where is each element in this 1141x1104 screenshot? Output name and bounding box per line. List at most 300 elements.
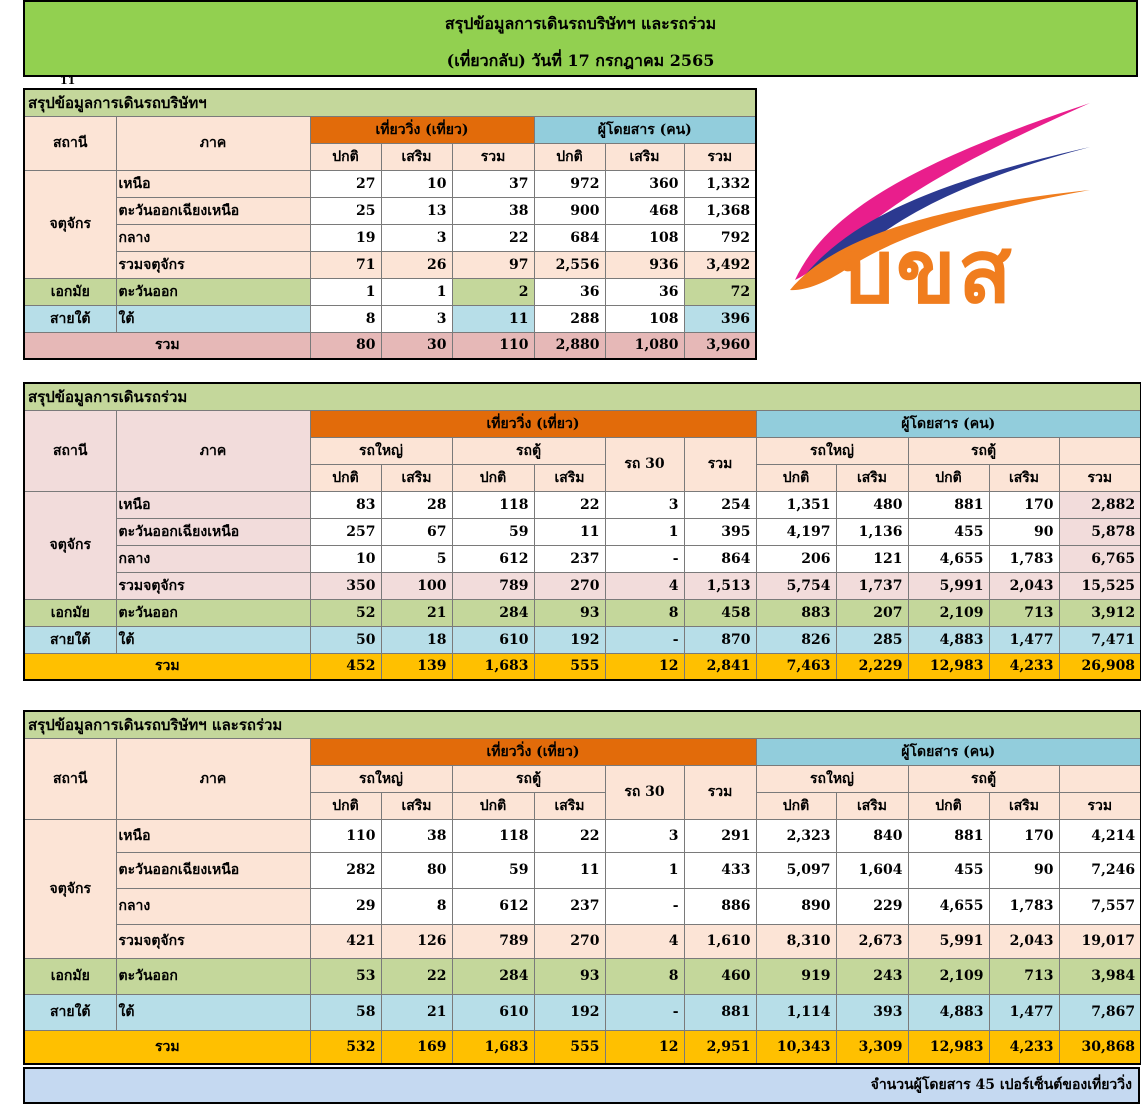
data-cell: 110 bbox=[452, 332, 534, 359]
extra-col-header: เสริม bbox=[534, 464, 605, 491]
total-row bbox=[24, 653, 1141, 680]
region-cell: เหนือ bbox=[116, 819, 310, 852]
table-row bbox=[24, 572, 1141, 599]
data-cell: 3,984 bbox=[1059, 958, 1141, 994]
table-row bbox=[24, 197, 756, 224]
van-header: รถตู้ bbox=[908, 437, 1059, 464]
data-cell: 1,351 bbox=[756, 491, 836, 518]
data-cell: 4,655 bbox=[908, 888, 989, 924]
extra-col-header: เสริม bbox=[381, 792, 452, 819]
data-cell: 243 bbox=[836, 958, 908, 994]
data-cell: 26 bbox=[381, 251, 452, 278]
data-cell: 350 bbox=[310, 572, 381, 599]
data-cell: 881 bbox=[684, 994, 756, 1030]
data-cell: 36 bbox=[605, 278, 684, 305]
data-cell: 395 bbox=[684, 518, 756, 545]
station-cell: จตุจักร bbox=[24, 170, 116, 278]
data-cell: 883 bbox=[756, 599, 836, 626]
data-cell: 36 bbox=[534, 278, 605, 305]
data-cell: 288 bbox=[534, 305, 605, 332]
region-cell: ตะวันออกเฉียงเหนือ bbox=[116, 852, 310, 888]
empty-header-cell bbox=[1059, 437, 1141, 464]
data-cell: 1 bbox=[605, 852, 684, 888]
data-cell: 18 bbox=[381, 626, 452, 653]
total-col-header: รวม bbox=[1059, 792, 1141, 819]
data-cell: 2,951 bbox=[684, 1030, 756, 1064]
company-operations-table bbox=[23, 88, 757, 360]
data-cell: 7,463 bbox=[756, 653, 836, 680]
data-cell: 11 bbox=[452, 305, 534, 332]
empty-header-cell bbox=[1059, 765, 1141, 792]
data-cell: 118 bbox=[452, 491, 534, 518]
page-subtitle: (เที่ยวกลับ) วันที่ 17 กรกฎาคม 2565 bbox=[446, 51, 715, 70]
data-cell: 28 bbox=[381, 491, 452, 518]
station-cell: เอกมัย bbox=[24, 599, 116, 626]
data-cell: 80 bbox=[381, 852, 452, 888]
data-cell: 6,765 bbox=[1059, 545, 1141, 572]
data-cell: 58 bbox=[310, 994, 381, 1030]
region-cell: ตะวันออก bbox=[116, 599, 310, 626]
station-col-header: สถานี bbox=[24, 116, 116, 170]
data-cell: 192 bbox=[534, 994, 605, 1030]
van-header: รถตู้ bbox=[908, 765, 1059, 792]
data-cell: 455 bbox=[908, 852, 989, 888]
data-cell: 1 bbox=[310, 278, 381, 305]
data-cell: 468 bbox=[605, 197, 684, 224]
data-cell: 881 bbox=[908, 491, 989, 518]
data-cell: 7,557 bbox=[1059, 888, 1141, 924]
normal-col-header: ปกติ bbox=[310, 464, 381, 491]
data-cell: 4,883 bbox=[908, 626, 989, 653]
data-cell: 919 bbox=[756, 958, 836, 994]
data-cell: 532 bbox=[310, 1030, 381, 1064]
data-cell: 360 bbox=[605, 170, 684, 197]
station-cell: สายใต้ bbox=[24, 626, 116, 653]
data-cell: 2,556 bbox=[534, 251, 605, 278]
region-cell: กลาง bbox=[116, 224, 310, 251]
table-row bbox=[24, 924, 1141, 958]
region-col-header: ภาค bbox=[116, 738, 310, 819]
table-row bbox=[24, 251, 756, 278]
normal-col-header: ปกติ bbox=[452, 792, 534, 819]
data-cell: 5,991 bbox=[908, 924, 989, 958]
total-col-header: รวม bbox=[684, 143, 756, 170]
normal-col-header: ปกติ bbox=[908, 792, 989, 819]
data-cell: 789 bbox=[452, 924, 534, 958]
table-header: สรุปข้อมูลการเดินรถบริษัทฯ และรถร่วม bbox=[24, 711, 1141, 738]
data-cell: 864 bbox=[684, 545, 756, 572]
data-cell: 67 bbox=[381, 518, 452, 545]
data-cell: 207 bbox=[836, 599, 908, 626]
big-bus-header: รถใหญ่ bbox=[756, 437, 908, 464]
data-cell: 7,471 bbox=[1059, 626, 1141, 653]
table-row bbox=[24, 545, 1141, 572]
data-cell: 2,109 bbox=[908, 599, 989, 626]
data-cell: 72 bbox=[684, 278, 756, 305]
bus30-header: รถ 30 bbox=[605, 437, 684, 491]
data-cell: 3 bbox=[605, 491, 684, 518]
data-cell: 1,737 bbox=[836, 572, 908, 599]
extra-col-header: เสริม bbox=[381, 143, 452, 170]
data-cell: 792 bbox=[684, 224, 756, 251]
table-row bbox=[24, 491, 1141, 518]
data-cell: 21 bbox=[381, 599, 452, 626]
normal-col-header: ปกติ bbox=[756, 792, 836, 819]
data-cell: 50 bbox=[310, 626, 381, 653]
normal-col-header: ปกติ bbox=[756, 464, 836, 491]
data-cell: 900 bbox=[534, 197, 605, 224]
data-cell: 8 bbox=[605, 599, 684, 626]
data-cell: - bbox=[605, 545, 684, 572]
data-cell: - bbox=[605, 888, 684, 924]
data-cell: 8 bbox=[310, 305, 381, 332]
data-cell: 270 bbox=[534, 572, 605, 599]
table-row bbox=[24, 626, 1141, 653]
data-cell: 254 bbox=[684, 491, 756, 518]
data-cell: 3,492 bbox=[684, 251, 756, 278]
region-cell: ใต้ bbox=[116, 305, 310, 332]
table-row bbox=[24, 170, 756, 197]
data-cell: 80 bbox=[310, 332, 381, 359]
big-bus-header: รถใหญ่ bbox=[310, 765, 452, 792]
data-cell: 452 bbox=[310, 653, 381, 680]
data-cell: 284 bbox=[452, 599, 534, 626]
data-cell: 7,867 bbox=[1059, 994, 1141, 1030]
data-cell: 126 bbox=[381, 924, 452, 958]
data-cell: 2,323 bbox=[756, 819, 836, 852]
trips-group-header: เที่ยววิ่ง (เที่ยว) bbox=[310, 116, 534, 143]
data-cell: 4 bbox=[605, 924, 684, 958]
data-cell: 396 bbox=[684, 305, 756, 332]
data-cell: 612 bbox=[452, 888, 534, 924]
data-cell: 455 bbox=[908, 518, 989, 545]
region-cell: ตะวันออกเฉียงเหนือ bbox=[116, 518, 310, 545]
data-cell: 52 bbox=[310, 599, 381, 626]
trips-total-header: รวม bbox=[684, 437, 756, 491]
data-cell: 555 bbox=[534, 653, 605, 680]
table-row bbox=[24, 888, 1141, 924]
data-cell: 1,683 bbox=[452, 653, 534, 680]
trips-group-header: เที่ยววิ่ง (เที่ยว) bbox=[310, 738, 756, 765]
data-cell: 4,233 bbox=[989, 653, 1059, 680]
data-cell: 840 bbox=[836, 819, 908, 852]
region-col-header: ภาค bbox=[116, 410, 310, 491]
data-cell: 4,214 bbox=[1059, 819, 1141, 852]
data-cell: 93 bbox=[534, 958, 605, 994]
normal-col-header: ปกติ bbox=[310, 792, 381, 819]
data-cell: 90 bbox=[989, 852, 1059, 888]
data-cell: 1,332 bbox=[684, 170, 756, 197]
total-row bbox=[24, 1030, 1141, 1064]
data-cell: 3,309 bbox=[836, 1030, 908, 1064]
data-cell: 170 bbox=[989, 491, 1059, 518]
data-cell: 8 bbox=[605, 958, 684, 994]
data-cell: 13 bbox=[381, 197, 452, 224]
data-cell: 1,136 bbox=[836, 518, 908, 545]
data-cell: 59 bbox=[452, 518, 534, 545]
data-cell: 2,043 bbox=[989, 572, 1059, 599]
data-cell: 1,783 bbox=[989, 545, 1059, 572]
passengers-group-header: ผู้โดยสาร (คน) bbox=[756, 410, 1141, 437]
data-cell: 713 bbox=[989, 599, 1059, 626]
data-cell: 826 bbox=[756, 626, 836, 653]
table-row bbox=[24, 819, 1141, 852]
data-cell: 21 bbox=[381, 994, 452, 1030]
data-cell: 12,983 bbox=[908, 653, 989, 680]
data-cell: 1,368 bbox=[684, 197, 756, 224]
data-cell: 7,246 bbox=[1059, 852, 1141, 888]
data-cell: 118 bbox=[452, 819, 534, 852]
data-cell: 71 bbox=[310, 251, 381, 278]
data-cell: 53 bbox=[310, 958, 381, 994]
data-cell: 610 bbox=[452, 626, 534, 653]
data-cell: 4,883 bbox=[908, 994, 989, 1030]
table-row bbox=[24, 518, 1141, 545]
data-cell: 4,655 bbox=[908, 545, 989, 572]
data-cell: 38 bbox=[381, 819, 452, 852]
data-cell: 5,878 bbox=[1059, 518, 1141, 545]
region-cell: ตะวันออกเฉียงเหนือ bbox=[116, 197, 310, 224]
extra-col-header: เสริม bbox=[836, 464, 908, 491]
data-cell: 3 bbox=[381, 305, 452, 332]
data-cell: 4 bbox=[605, 572, 684, 599]
data-cell: 284 bbox=[452, 958, 534, 994]
data-cell: 11 bbox=[534, 518, 605, 545]
table-header: สรุปข้อมูลการเดินรถบริษัทฯ bbox=[24, 89, 756, 116]
data-cell: 229 bbox=[836, 888, 908, 924]
data-cell: 10,343 bbox=[756, 1030, 836, 1064]
total-row bbox=[24, 332, 756, 359]
data-cell: 5,754 bbox=[756, 572, 836, 599]
trips-total-header: รวม bbox=[684, 765, 756, 819]
data-cell: 8,310 bbox=[756, 924, 836, 958]
data-cell: 870 bbox=[684, 626, 756, 653]
normal-col-header: ปกติ bbox=[310, 143, 381, 170]
trips-group-header: เที่ยววิ่ง (เที่ยว) bbox=[310, 410, 756, 437]
data-cell: 22 bbox=[534, 819, 605, 852]
data-cell: 22 bbox=[534, 491, 605, 518]
data-cell: 3 bbox=[381, 224, 452, 251]
big-bus-header: รถใหญ่ bbox=[310, 437, 452, 464]
page-title-banner bbox=[23, 0, 1138, 77]
data-cell: 100 bbox=[381, 572, 452, 599]
extra-col-header: เสริม bbox=[381, 464, 452, 491]
data-cell: 257 bbox=[310, 518, 381, 545]
region-cell: รวมจตุจักร bbox=[116, 572, 310, 599]
data-cell: 2 bbox=[452, 278, 534, 305]
data-cell: 108 bbox=[605, 224, 684, 251]
table-row bbox=[24, 852, 1141, 888]
data-cell: 789 bbox=[452, 572, 534, 599]
data-cell: 12,983 bbox=[908, 1030, 989, 1064]
data-cell: 59 bbox=[452, 852, 534, 888]
page-title: สรุปข้อมูลการเดินรถบริษัทฯ และรถร่วม bbox=[444, 14, 717, 33]
data-cell: 1 bbox=[381, 278, 452, 305]
data-cell: 27 bbox=[310, 170, 381, 197]
total-label: รวม bbox=[24, 1030, 310, 1064]
region-cell: กลาง bbox=[116, 888, 310, 924]
logo-text: บขส bbox=[838, 220, 1014, 323]
region-col-header: ภาค bbox=[116, 116, 310, 170]
data-cell: 2,043 bbox=[989, 924, 1059, 958]
data-cell: 1,114 bbox=[756, 994, 836, 1030]
extra-col-header: เสริม bbox=[836, 792, 908, 819]
table-row bbox=[24, 958, 1141, 994]
data-cell: 890 bbox=[756, 888, 836, 924]
data-cell: 22 bbox=[381, 958, 452, 994]
data-cell: 612 bbox=[452, 545, 534, 572]
data-cell: 108 bbox=[605, 305, 684, 332]
data-cell: 3 bbox=[605, 819, 684, 852]
data-cell: 2,880 bbox=[534, 332, 605, 359]
data-cell: 2,109 bbox=[908, 958, 989, 994]
data-cell: 1,610 bbox=[684, 924, 756, 958]
station-cell: จตุจักร bbox=[24, 491, 116, 599]
region-cell: รวมจตุจักร bbox=[116, 924, 310, 958]
data-cell: 237 bbox=[534, 888, 605, 924]
data-cell: 2,882 bbox=[1059, 491, 1141, 518]
data-cell: 1,513 bbox=[684, 572, 756, 599]
data-cell: 4,233 bbox=[989, 1030, 1059, 1064]
data-cell: 90 bbox=[989, 518, 1059, 545]
table-row bbox=[24, 994, 1141, 1030]
data-cell: 26,908 bbox=[1059, 653, 1141, 680]
data-cell: 206 bbox=[756, 545, 836, 572]
data-cell: 1,783 bbox=[989, 888, 1059, 924]
data-cell: 12 bbox=[605, 1030, 684, 1064]
data-cell: 12 bbox=[605, 653, 684, 680]
station-cell: เอกมัย bbox=[24, 278, 116, 305]
data-cell: 25 bbox=[310, 197, 381, 224]
region-cell: เหนือ bbox=[116, 170, 310, 197]
data-cell: 393 bbox=[836, 994, 908, 1030]
combined-operations-table bbox=[23, 710, 1141, 1065]
data-cell: 192 bbox=[534, 626, 605, 653]
region-cell: ตะวันออก bbox=[116, 278, 310, 305]
data-cell: 37 bbox=[452, 170, 534, 197]
data-cell: 610 bbox=[452, 994, 534, 1030]
data-cell: 19,017 bbox=[1059, 924, 1141, 958]
bus30-header: รถ 30 bbox=[605, 765, 684, 819]
data-cell: 4,197 bbox=[756, 518, 836, 545]
extra-col-header: เสริม bbox=[989, 464, 1059, 491]
data-cell: 5 bbox=[381, 545, 452, 572]
total-col-header: รวม bbox=[1059, 464, 1141, 491]
data-cell: 886 bbox=[684, 888, 756, 924]
total-label: รวม bbox=[24, 332, 310, 359]
footer-note: จำนวนผู้โดยสาร 45 เปอร์เซ็นต์ของเที่ยววิ่ง bbox=[23, 1067, 1140, 1104]
data-cell: 11 bbox=[534, 852, 605, 888]
table-header: สรุปข้อมูลการเดินรถร่วม bbox=[24, 383, 1141, 410]
data-cell: 1,477 bbox=[989, 994, 1059, 1030]
van-header: รถตู้ bbox=[452, 437, 605, 464]
data-cell: 291 bbox=[684, 819, 756, 852]
extra-col-header: เสริม bbox=[534, 792, 605, 819]
data-cell: - bbox=[605, 626, 684, 653]
data-cell: 29 bbox=[310, 888, 381, 924]
data-cell: 972 bbox=[534, 170, 605, 197]
van-header: รถตู้ bbox=[452, 765, 605, 792]
data-cell: 8 bbox=[381, 888, 452, 924]
station-cell: สายใต้ bbox=[24, 994, 116, 1030]
data-cell: 2,229 bbox=[836, 653, 908, 680]
data-cell: 5,097 bbox=[756, 852, 836, 888]
data-cell: 1,683 bbox=[452, 1030, 534, 1064]
data-cell: 10 bbox=[381, 170, 452, 197]
data-cell: - bbox=[605, 994, 684, 1030]
data-cell: 270 bbox=[534, 924, 605, 958]
table-row bbox=[24, 224, 756, 251]
data-cell: 93 bbox=[534, 599, 605, 626]
data-cell: 1,477 bbox=[989, 626, 1059, 653]
data-cell: 110 bbox=[310, 819, 381, 852]
data-cell: 2,841 bbox=[684, 653, 756, 680]
data-cell: 169 bbox=[381, 1030, 452, 1064]
table-row bbox=[24, 305, 756, 332]
data-cell: 139 bbox=[381, 653, 452, 680]
data-cell: 97 bbox=[452, 251, 534, 278]
data-cell: 458 bbox=[684, 599, 756, 626]
data-cell: 10 bbox=[310, 545, 381, 572]
region-cell: รวมจตุจักร bbox=[116, 251, 310, 278]
total-label: รวม bbox=[24, 653, 310, 680]
data-cell: 936 bbox=[605, 251, 684, 278]
data-cell: 30 bbox=[381, 332, 452, 359]
data-cell: 30,868 bbox=[1059, 1030, 1141, 1064]
data-cell: 1,604 bbox=[836, 852, 908, 888]
data-cell: 1,080 bbox=[605, 332, 684, 359]
data-cell: 460 bbox=[684, 958, 756, 994]
region-cell: ตะวันออก bbox=[116, 958, 310, 994]
data-cell: 480 bbox=[836, 491, 908, 518]
normal-col-header: ปกติ bbox=[534, 143, 605, 170]
data-cell: 22 bbox=[452, 224, 534, 251]
data-cell: 3,960 bbox=[684, 332, 756, 359]
stray-cell-text: 11 bbox=[60, 74, 76, 87]
data-cell: 170 bbox=[989, 819, 1059, 852]
data-cell: 121 bbox=[836, 545, 908, 572]
extra-col-header: เสริม bbox=[989, 792, 1059, 819]
table-row bbox=[24, 599, 1141, 626]
data-cell: 285 bbox=[836, 626, 908, 653]
data-cell: 3,912 bbox=[1059, 599, 1141, 626]
station-col-header: สถานี bbox=[24, 410, 116, 491]
data-cell: 5,991 bbox=[908, 572, 989, 599]
passengers-group-header: ผู้โดยสาร (คน) bbox=[756, 738, 1141, 765]
region-cell: เหนือ bbox=[116, 491, 310, 518]
data-cell: 282 bbox=[310, 852, 381, 888]
region-cell: ใต้ bbox=[116, 626, 310, 653]
station-cell: เอกมัย bbox=[24, 958, 116, 994]
station-col-header: สถานี bbox=[24, 738, 116, 819]
joint-operations-table bbox=[23, 382, 1141, 681]
normal-col-header: ปกติ bbox=[452, 464, 534, 491]
normal-col-header: ปกติ bbox=[908, 464, 989, 491]
table-row bbox=[24, 278, 756, 305]
total-col-header: รวม bbox=[452, 143, 534, 170]
data-cell: 237 bbox=[534, 545, 605, 572]
data-cell: 881 bbox=[908, 819, 989, 852]
data-cell: 713 bbox=[989, 958, 1059, 994]
data-cell: 38 bbox=[452, 197, 534, 224]
big-bus-header: รถใหญ่ bbox=[756, 765, 908, 792]
data-cell: 684 bbox=[534, 224, 605, 251]
data-cell: 433 bbox=[684, 852, 756, 888]
data-cell: 2,673 bbox=[836, 924, 908, 958]
data-cell: 555 bbox=[534, 1030, 605, 1064]
data-cell: 83 bbox=[310, 491, 381, 518]
station-cell: สายใต้ bbox=[24, 305, 116, 332]
